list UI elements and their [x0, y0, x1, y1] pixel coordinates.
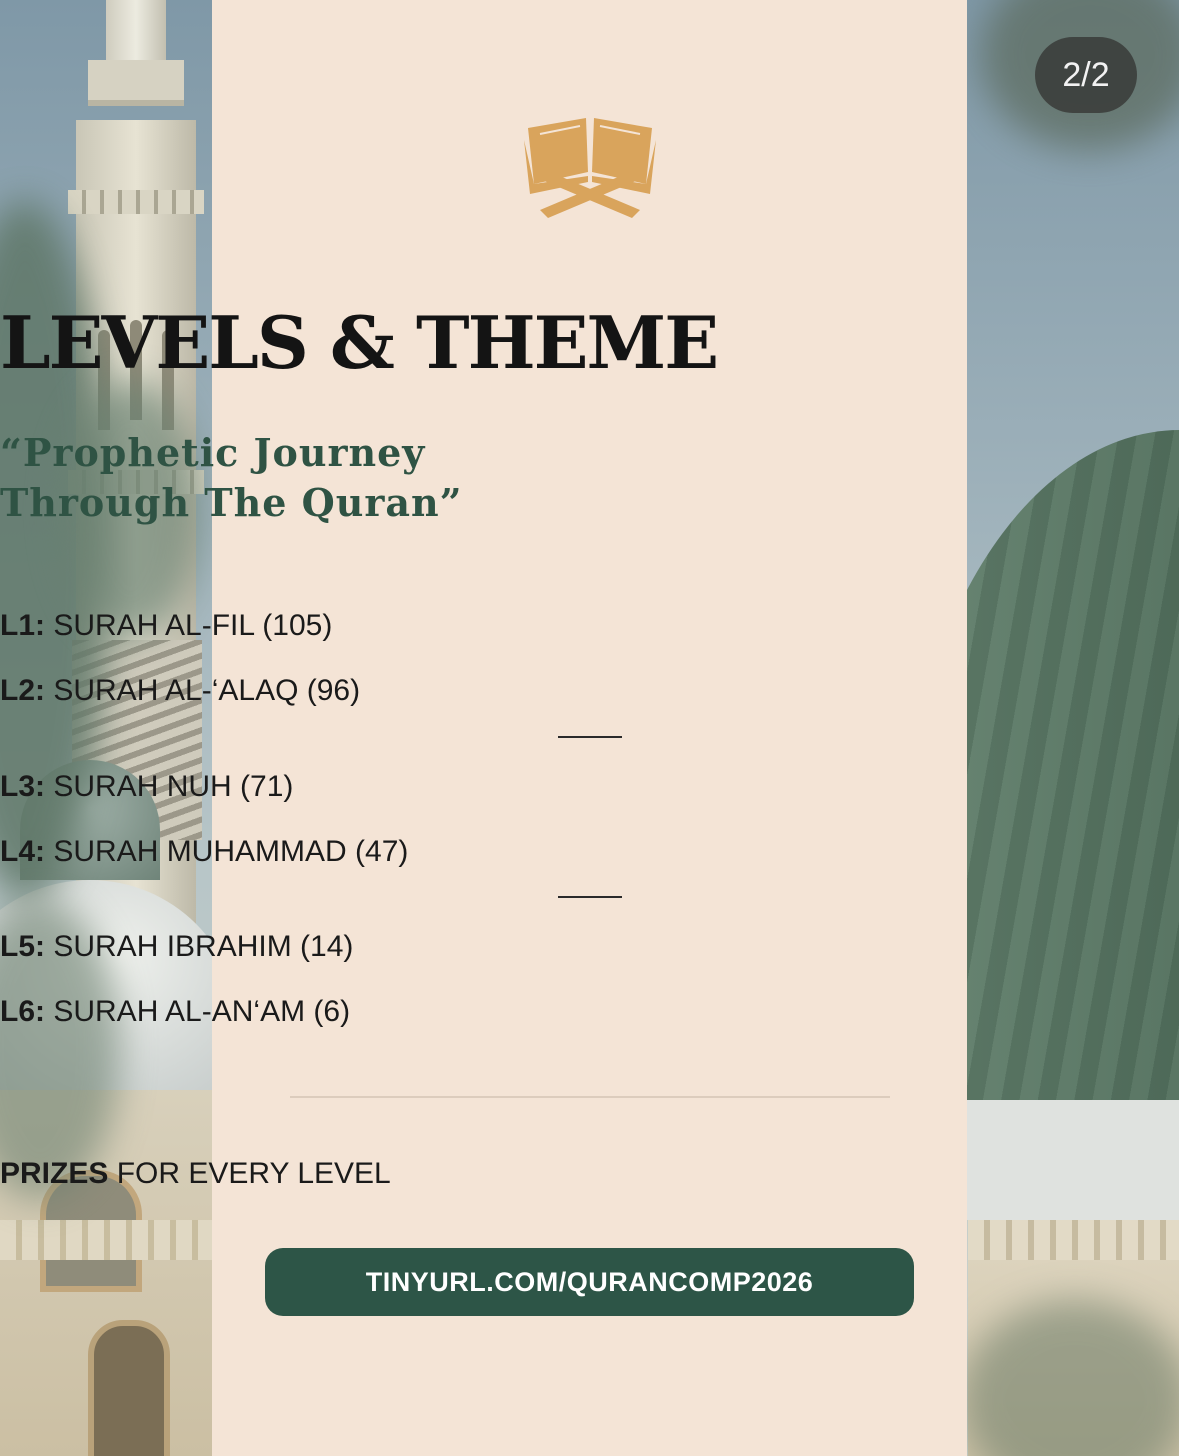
section-divider: [290, 1096, 890, 1098]
theme-line-2: Through The Quran”: [0, 480, 463, 525]
crenellation-right: [968, 1220, 1179, 1260]
prizes-bold: PRIZES: [0, 1157, 109, 1190]
level-surah: SURAH AL-FIL (105): [53, 609, 333, 642]
prizes-note: [0, 1156, 1179, 1192]
level-code: L1:: [0, 609, 45, 642]
theme-subtitle: [0, 428, 1179, 528]
level-surah: SURAH AL-AN‘AM (6): [53, 995, 351, 1028]
level-item: [0, 673, 1179, 709]
level-code: L6:: [0, 995, 45, 1028]
page-indicator: 2/2: [1035, 37, 1137, 113]
level-item: [0, 769, 1179, 805]
level-item: [0, 608, 1179, 644]
page-title: LEVELS & THEME: [0, 300, 718, 385]
level-item: [0, 929, 1179, 965]
group-separator: [558, 896, 622, 898]
level-code: L3:: [0, 770, 45, 803]
level-code: L4:: [0, 835, 45, 868]
level-item: [0, 834, 1179, 870]
crenellation-left: [0, 1220, 215, 1260]
level-code: L2:: [0, 674, 45, 707]
level-code: L5:: [0, 930, 45, 963]
prizes-rest: FOR EVERY LEVEL: [116, 1157, 391, 1190]
level-surah: SURAH IBRAHIM (14): [53, 930, 354, 963]
registration-link-button[interactable]: TINYURL.COM/QURANCOMP2026: [265, 1248, 914, 1316]
group-separator: [558, 736, 622, 738]
quran-book-stand-icon: [520, 110, 660, 220]
level-surah: SURAH AL-‘ALAQ (96): [53, 674, 361, 707]
theme-line-1: “Prophetic Journey: [0, 430, 426, 475]
level-surah: SURAH NUH (71): [53, 770, 294, 803]
level-item: [0, 994, 1179, 1030]
level-surah: SURAH MUHAMMAD (47): [53, 835, 409, 868]
